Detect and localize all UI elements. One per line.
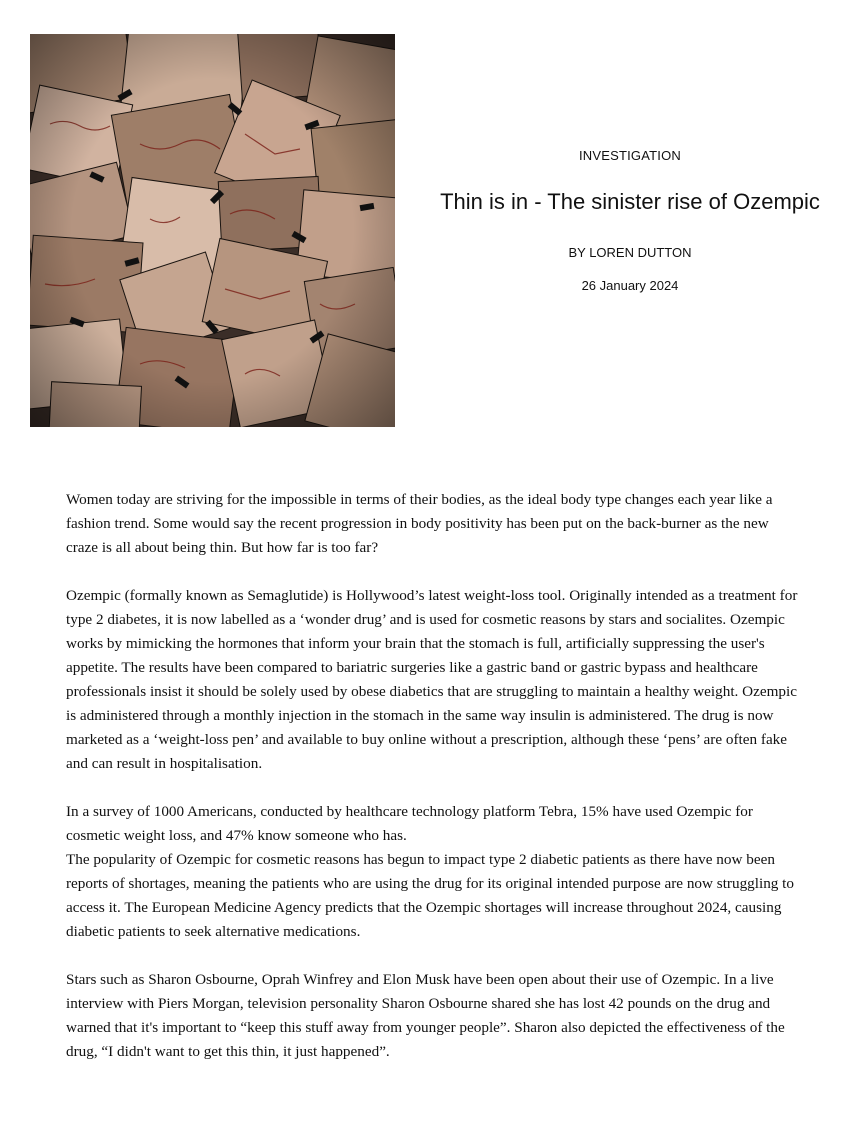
article-header — [420, 148, 840, 293]
photo-collage-icon — [30, 34, 395, 427]
hero-image — [30, 34, 395, 427]
article-title: Thin is in - The sinister rise of Ozempic — [440, 189, 820, 214]
paragraph: Women today are striving for the impossible in terms of their bodies, as the ideal body type changes each year like a fashion trend. Some would say the recent progression in body positivity has been put on the back-burner as the new craze is all about being thin. But how far is too far? — [66, 491, 773, 556]
paragraph: The popularity of Ozempic for cosmetic reasons has begun to impact type 2 diabetic patients as there have now been reports of shortages, meaning the patients who are using the drug for its original intended purpose are now struggling to access it. The European Medicine Agency predicts that the Ozempic shortages will increase throughout 2024, causing diabetic patients to seek alternative medications. — [66, 851, 794, 940]
paragraph: Ozempic (formally known as Semaglutide) is Hollywood’s latest weight-loss tool. Originally intended as a treatment for type 2 diabetes, it is now labelled as a ‘wonder drug’ and is used for cosmetic reasons by stars and socialites. Ozempic works by mimicking the hormones that inform your brain that the stomach is full, artificially suppressing the user's appetite. The results have been compared to bariatric surgeries like a gastric band or gastric bypass and healthcare professionals insist it should be solely used by obese diabetics that are struggling to maintain a healthy weight. Ozempic is administered through a monthly injection in the stomach in the same way insulin is administered. The drug is now marketed as a ‘weight-loss pen’ and available to buy online without a prescription, although these ‘pens’ are often fake and can result in hospitalisation. — [66, 587, 798, 772]
author-byline: BY LOREN DUTTON — [568, 245, 692, 260]
section-label: INVESTIGATION — [578, 148, 682, 163]
paragraph: In a survey of 1000 Americans, conducted by healthcare technology platform Tebra, 15% have used Ozempic for cosmetic weight loss, and 47% know someone who has. — [66, 803, 753, 844]
paragraph: Stars such as Sharon Osbourne, Oprah Winfrey and Elon Musk have been open about their use of Ozempic. In a live interview with Piers Morgan, television personality Sharon Osbourne shared she has lost 42 pounds on the drug and warned that it's important to “keep this stuff away from younger people”. Sharon also depicted the effectiveness of the drug, “I didn't want to get this thin, it just happened”. — [66, 971, 785, 1060]
publish-date: 26 January 2024 — [581, 278, 679, 293]
article-body — [66, 488, 801, 1088]
